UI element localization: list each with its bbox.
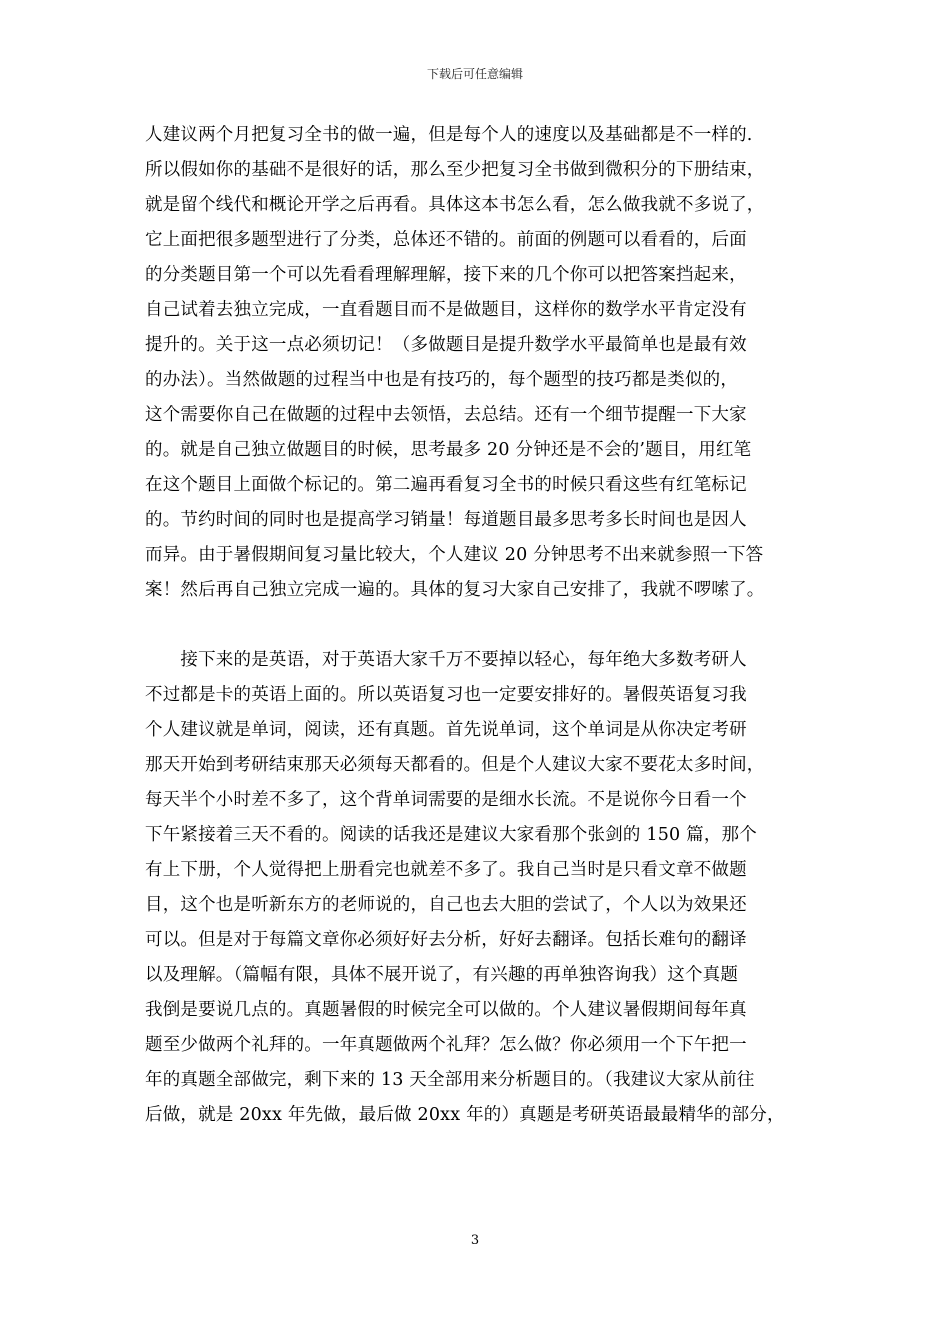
text-line: 目，这个也是听新东方的老师说的，自己也去大胆的尝试了，个人以为效果还 [145, 895, 747, 915]
text-line: 题至少做两个礼拜的。一年真题做两个礼拜？怎么做？你必须用一个下午把一 [145, 1035, 747, 1055]
text-line: 就是留个线代和概论开学之后再看。具体这本书怎么看，怎么做我就不多说了， [145, 195, 765, 215]
text-line: 所以假如你的基础不是很好的话，那么至少把复习全书做到微积分的下册结束， [145, 160, 765, 180]
text-line: 个人建议就是单词，阅读，还有真题。首先说单词，这个单词是从你决定考研 [145, 720, 747, 740]
text-line: 年的真题全部做完，剩下来的 13 天全部用来分析题目的。（我建议大家从前往 [145, 1070, 755, 1090]
text-line: 以及理解。（篇幅有限，具体不展开说了，有兴趣的再单独咨询我）这个真题 [145, 965, 739, 985]
text-line: 那天开始到考研结束那天必须每天都看的。但是个人建议大家不要花太多时间， [145, 755, 765, 775]
text-line: 的。就是自己独立做题目的时候，思考最多 20 分钟还是不会的’题目，用红笔 [145, 440, 752, 460]
text-line: 这个需要你自己在做题的过程中去领悟，去总结。还有一个细节提醒一下大家 [145, 405, 747, 425]
text-line: 而异。由于暑假期间复习量比较大，个人建议 20 分钟思考不出来就参照一下答 [145, 545, 764, 565]
text-line: 可以。但是对于每篇文章你必须好好去分析，好好去翻译。包括长难句的翻译 [145, 930, 747, 950]
text-line: 的分类题目第一个可以先看看理解理解，接下来的几个你可以把答案挡起来， [145, 265, 747, 285]
text-line: 案！然后再自己独立完成一遍的。具体的复习大家自己安排了，我就不啰嗦了。 [145, 580, 765, 600]
text-line: 下午紧接着三天不看的。阅读的话我还是建议大家看那个张剑的 150 篇，那个 [145, 825, 757, 845]
page-header: 下载后可任意编辑 [426, 67, 523, 81]
paragraph-english-review [145, 643, 825, 1133]
text-line: 提升的。关于这一点必须切记！（多做题目是提升数学水平最简单也是最有效 [145, 335, 747, 355]
text-line: 的。节约时间的同时也是提高学习销量！每道题目最多思考多长时间也是因人 [145, 510, 747, 530]
document-body [145, 118, 825, 1133]
paragraph-spacer [145, 608, 825, 643]
text-line: 在这个题目上面做个标记的。第二遍再看复习全书的时候只看这些有红笔标记 [145, 475, 747, 495]
text-line: 我倒是要说几点的。真题暑假的时候完全可以做的。个人建议暑假期间每年真 [145, 1000, 747, 1020]
text-line: 有上下册，个人觉得把上册看完也就差不多了。我自己当时是只看文章不做题 [145, 860, 747, 880]
text-line: 它上面把很多题型进行了分类，总体还不错的。前面的例题可以看看的，后面 [145, 230, 747, 250]
text-line: 每天半个小时差不多了，这个背单词需要的是细水长流。不是说你今日看一个 [145, 790, 747, 810]
paragraph-math-review [145, 118, 825, 608]
text-line: 自己试着去独立完成，一直看题目而不是做题目，这样你的数学水平肯定没有 [145, 300, 747, 320]
text-line: 的办法）。当然做题的过程当中也是有技巧的，每个题型的技巧都是类似的， [145, 370, 739, 390]
text-line: 接下来的是英语，对于英语大家千万不要掉以轻心，每年绝大多数考研人 [145, 650, 747, 670]
page-number: 3 [470, 1233, 480, 1248]
text-line: 不过都是卡的英语上面的。所以英语复习也一定要安排好的。暑假英语复习我 [145, 685, 747, 705]
text-line: 后做，就是 20xx 年先做，最后做 20xx 年的）真题是考研英语最最精华的部分， [145, 1105, 785, 1125]
text-line: 人建议两个月把复习全书的做一遍，但是每个人的速度以及基础都是不一样的. [145, 125, 753, 145]
